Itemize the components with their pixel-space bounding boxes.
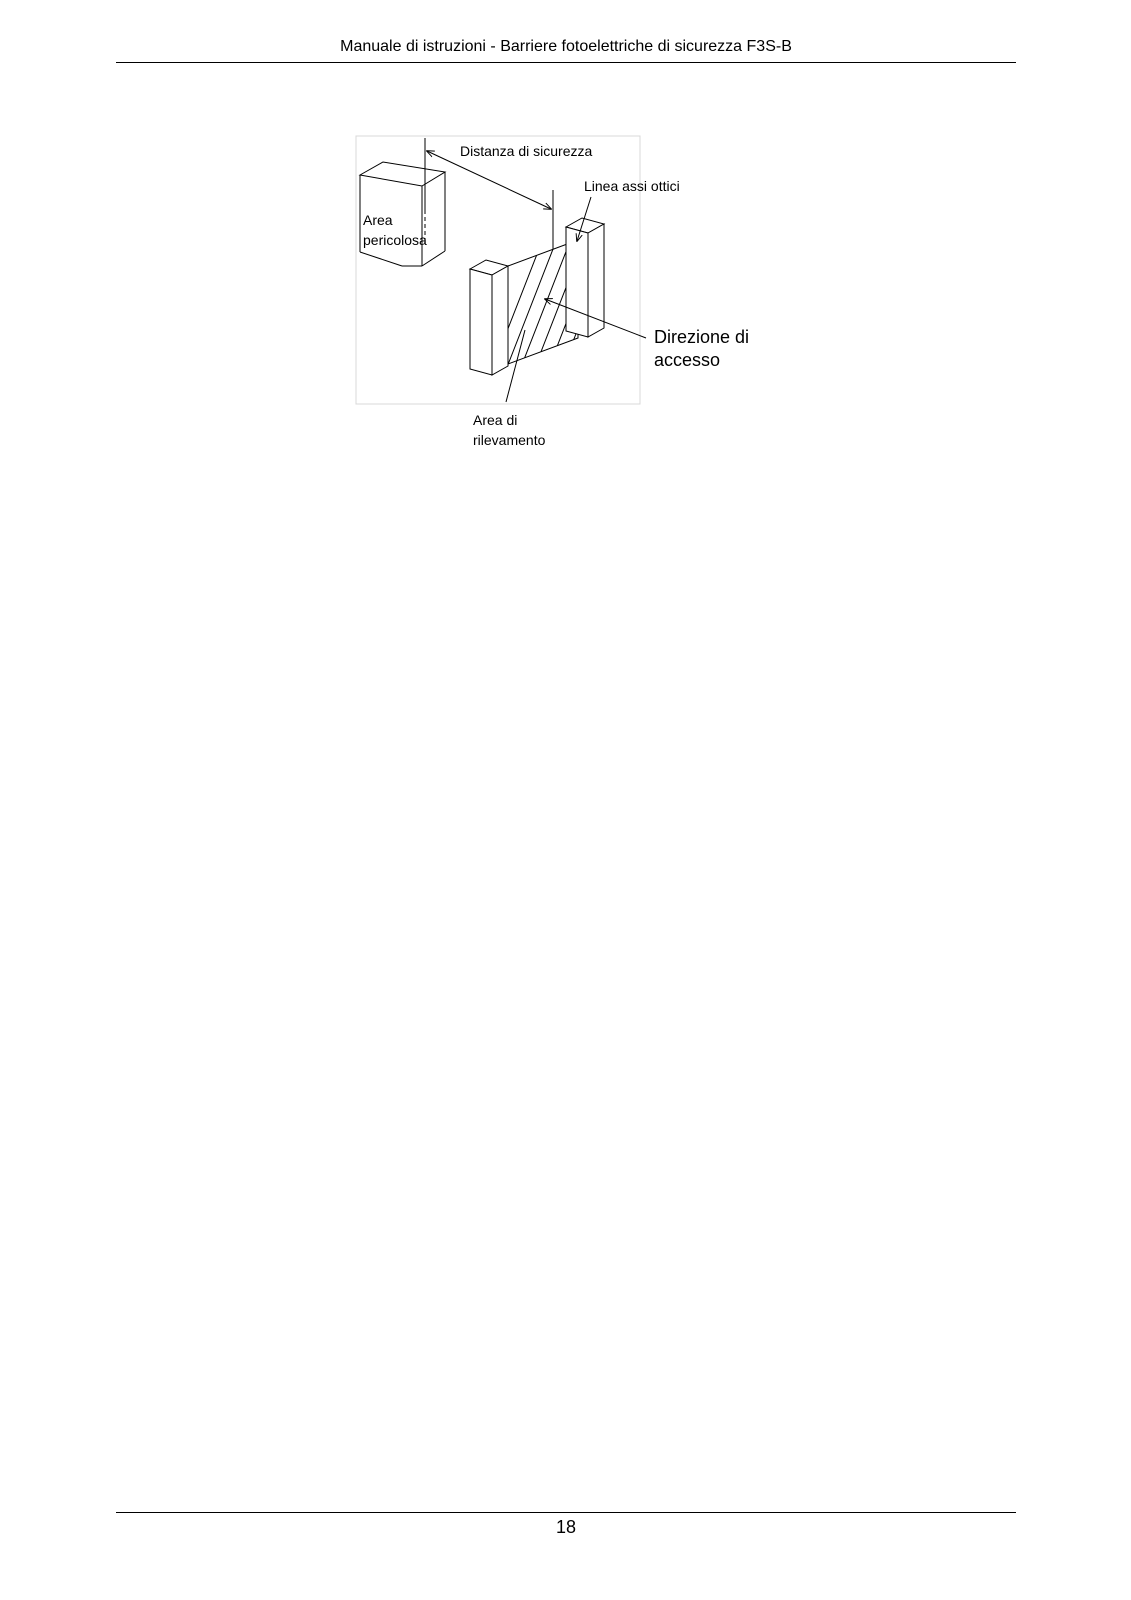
access-direction-label-line2: accesso — [654, 350, 721, 370]
access-direction-label-line1: Direzione di — [654, 327, 750, 347]
danger-area-label-line2: pericolosa — [363, 232, 427, 248]
optical-axis-label: Linea assi ottici — [584, 178, 680, 194]
detection-area-label-line1: Area di — [473, 412, 518, 428]
danger-area-label-line1: Area — [363, 212, 393, 228]
detection-area-label-line2: rilevamento — [473, 432, 546, 448]
safety-distance-arrow — [427, 151, 551, 209]
safety-distance-label: Distanza di sicurezza — [460, 143, 593, 159]
footer-rule — [116, 1512, 1016, 1513]
left-light-curtain-post — [470, 260, 508, 375]
page-number: 18 — [555, 1517, 577, 1537]
document-header: Manuale di istruzioni - Barriere fotoelettriche di sicurezza F3S-B — [340, 38, 792, 55]
